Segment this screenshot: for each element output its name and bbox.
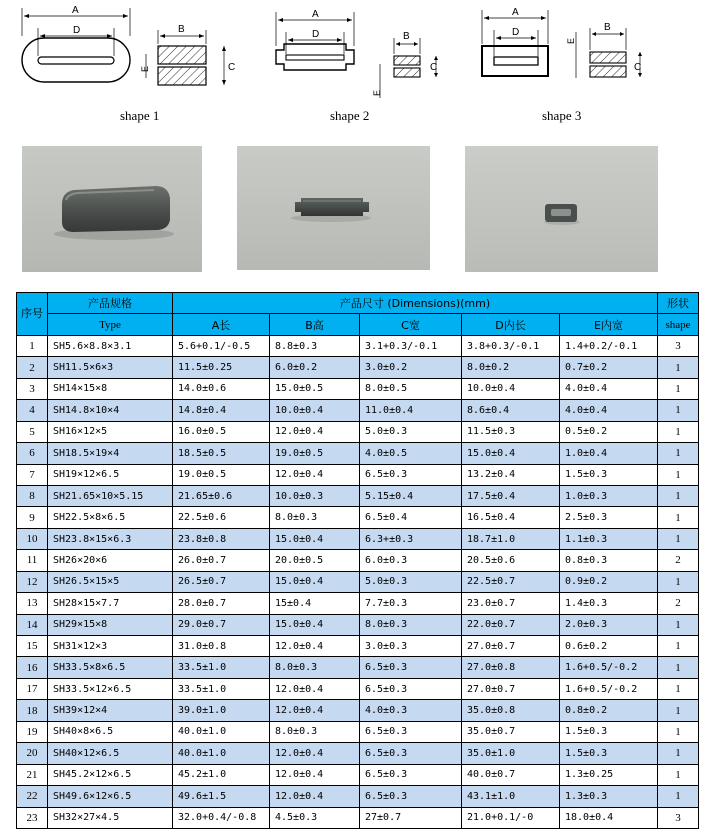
row-shape: 2 (658, 593, 699, 614)
row-dim-d: 16.5±0.4 (462, 507, 560, 528)
row-dim-b: 12.0±0.4 (270, 743, 360, 764)
row-dim-d: 27.0±0.8 (462, 657, 560, 678)
row-type: SH14.8×10×4 (48, 400, 173, 421)
row-shape: 2 (658, 550, 699, 571)
row-dim-a: 19.0±0.5 (173, 464, 270, 485)
row-shape: 1 (658, 528, 699, 549)
row-dim-a: 26.5±0.7 (173, 571, 270, 592)
row-type: SH29×15×8 (48, 614, 173, 635)
table-row (17, 378, 699, 399)
row-type: SH18.5×19×4 (48, 443, 173, 464)
row-dim-e: 4.0±0.4 (560, 378, 658, 399)
table-row (17, 743, 699, 764)
row-dim-c: 6.5±0.4 (360, 507, 462, 528)
table-row (17, 335, 699, 356)
row-number: 9 (17, 507, 48, 528)
row-type: SH23.8×15×6.3 (48, 528, 173, 549)
dim-c-label: C (634, 62, 642, 73)
row-dim-b: 6.0±0.2 (270, 357, 360, 378)
row-shape: 1 (658, 464, 699, 485)
row-dim-d: 8.0±0.2 (462, 357, 560, 378)
row-number: 21 (17, 764, 48, 785)
row-dim-c: 6.0±0.3 (360, 550, 462, 571)
dim-d-label: D (512, 27, 520, 38)
shape-3-caption: shape 3 (542, 108, 582, 123)
row-dim-d: 11.5±0.3 (462, 421, 560, 442)
row-type: SH39×12×4 (48, 700, 173, 721)
table-row (17, 657, 699, 678)
header-col-e: E内宽 (560, 314, 658, 335)
row-shape: 1 (658, 764, 699, 785)
row-dim-b: 12.0±0.4 (270, 464, 360, 485)
row-number: 12 (17, 571, 48, 592)
product-photo-shape-2 (237, 146, 430, 270)
row-dim-e: 1.0±0.4 (560, 443, 658, 464)
row-number: 13 (17, 593, 48, 614)
dim-a-label: A (312, 9, 319, 20)
row-number: 23 (17, 807, 48, 828)
row-dim-e: 1.5±0.3 (560, 464, 658, 485)
row-dim-d: 27.0±0.7 (462, 678, 560, 699)
row-dim-d: 17.5±0.4 (462, 485, 560, 506)
row-number: 5 (17, 421, 48, 442)
dim-e-label: E (566, 37, 576, 44)
row-number: 1 (17, 335, 48, 356)
row-dim-c: 11.0±0.4 (360, 400, 462, 421)
row-dim-d: 3.8+0.3/-0.1 (462, 335, 560, 356)
row-dim-e: 2.5±0.3 (560, 507, 658, 528)
row-shape: 3 (658, 807, 699, 828)
row-dim-d: 35.0±0.8 (462, 700, 560, 721)
table-row (17, 614, 699, 635)
row-shape: 1 (658, 357, 699, 378)
shape-2-drawing (266, 2, 456, 102)
row-dim-a: 31.0±0.8 (173, 636, 270, 657)
row-shape: 1 (658, 421, 699, 442)
dim-d-label: D (73, 25, 81, 36)
row-number: 4 (17, 400, 48, 421)
row-dim-d: 21.0+0.1/-0 (462, 807, 560, 828)
dim-b-label: B (178, 24, 185, 35)
row-dim-a: 29.0±0.7 (173, 614, 270, 635)
header-col-b: B高 (270, 314, 360, 335)
row-number: 11 (17, 550, 48, 571)
row-type: SH22.5×8×6.5 (48, 507, 173, 528)
row-dim-b: 19.0±0.5 (270, 443, 360, 464)
row-dim-e: 0.8±0.3 (560, 550, 658, 571)
spec-table-body (17, 335, 699, 828)
dim-a-label: A (512, 7, 519, 18)
row-shape: 1 (658, 443, 699, 464)
row-dim-a: 26.0±0.7 (173, 550, 270, 571)
row-dim-d: 35.0±1.0 (462, 743, 560, 764)
row-shape: 1 (658, 786, 699, 807)
row-dim-e: 1.0±0.3 (560, 485, 658, 506)
row-dim-d: 35.0±0.7 (462, 721, 560, 742)
row-type: SH21.65×10×5.15 (48, 485, 173, 506)
row-dim-d: 18.7±1.0 (462, 528, 560, 549)
row-dim-a: 39.0±1.0 (173, 700, 270, 721)
shape-1-caption: shape 1 (120, 108, 160, 123)
row-dim-e: 1.3±0.3 (560, 786, 658, 807)
row-dim-a: 40.0±1.0 (173, 743, 270, 764)
row-dim-e: 2.0±0.3 (560, 614, 658, 635)
row-dim-a: 33.5±1.0 (173, 657, 270, 678)
table-row (17, 700, 699, 721)
row-dim-b: 10.0±0.3 (270, 485, 360, 506)
row-dim-e: 1.6+0.5/-0.2 (560, 657, 658, 678)
row-dim-d: 8.6±0.4 (462, 400, 560, 421)
row-shape: 1 (658, 700, 699, 721)
row-shape: 1 (658, 721, 699, 742)
row-dim-c: 3.0±0.3 (360, 636, 462, 657)
header-col-d: D内长 (462, 314, 560, 335)
row-type: SH16×12×5 (48, 421, 173, 442)
row-dim-c: 6.5±0.3 (360, 743, 462, 764)
row-dim-e: 1.1±0.3 (560, 528, 658, 549)
row-dim-e: 0.9±0.2 (560, 571, 658, 592)
row-dim-e: 0.8±0.2 (560, 700, 658, 721)
header-shape-cn: 形状 (658, 293, 699, 314)
row-dim-e: 1.5±0.3 (560, 721, 658, 742)
row-dim-c: 6.5±0.3 (360, 464, 462, 485)
row-number: 7 (17, 464, 48, 485)
table-row (17, 400, 699, 421)
row-dim-b: 12.0±0.4 (270, 764, 360, 785)
spec-table (16, 292, 699, 829)
row-dim-c: 4.0±0.5 (360, 443, 462, 464)
row-type: SH45.2×12×6.5 (48, 764, 173, 785)
row-type: SH14×15×8 (48, 378, 173, 399)
header-type-cn: 产品规格 (48, 293, 173, 314)
row-dim-c: 5.15±0.4 (360, 485, 462, 506)
row-number: 2 (17, 357, 48, 378)
row-dim-e: 1.4+0.2/-0.1 (560, 335, 658, 356)
header-dimensions: 产品尺寸 (Dimensions)(mm) (173, 293, 658, 314)
row-dim-c: 7.7±0.3 (360, 593, 462, 614)
shape-3-drawing (474, 2, 664, 98)
header-col-c: C宽 (360, 314, 462, 335)
row-dim-a: 23.8±0.8 (173, 528, 270, 549)
row-dim-c: 3.1+0.3/-0.1 (360, 335, 462, 356)
row-dim-b: 12.0±0.4 (270, 636, 360, 657)
row-dim-e: 1.3±0.25 (560, 764, 658, 785)
row-shape: 1 (658, 614, 699, 635)
row-dim-a: 5.6+0.1/-0.5 (173, 335, 270, 356)
row-dim-c: 6.5±0.3 (360, 721, 462, 742)
row-type: SH40×8×6.5 (48, 721, 173, 742)
row-number: 18 (17, 700, 48, 721)
row-shape: 1 (658, 636, 699, 657)
table-row (17, 507, 699, 528)
row-shape: 3 (658, 335, 699, 356)
row-dim-c: 6.5±0.3 (360, 764, 462, 785)
row-dim-a: 18.5±0.5 (173, 443, 270, 464)
dim-e-label: E (372, 89, 382, 96)
row-dim-b: 12.0±0.4 (270, 700, 360, 721)
table-row (17, 721, 699, 742)
row-number: 3 (17, 378, 48, 399)
table-row (17, 636, 699, 657)
row-number: 20 (17, 743, 48, 764)
table-row (17, 421, 699, 442)
row-type: SH26×20×6 (48, 550, 173, 571)
row-shape: 1 (658, 743, 699, 764)
row-dim-c: 6.5±0.3 (360, 678, 462, 699)
shape-2-caption: shape 2 (330, 108, 370, 123)
row-dim-b: 12.0±0.4 (270, 786, 360, 807)
row-dim-a: 45.2±1.0 (173, 764, 270, 785)
row-shape: 1 (658, 507, 699, 528)
row-number: 22 (17, 786, 48, 807)
row-dim-b: 10.0±0.4 (270, 400, 360, 421)
row-dim-a: 49.6±1.5 (173, 786, 270, 807)
row-dim-d: 13.2±0.4 (462, 464, 560, 485)
table-row (17, 571, 699, 592)
table-row (17, 786, 699, 807)
table-row (17, 485, 699, 506)
row-dim-a: 22.5±0.6 (173, 507, 270, 528)
row-type: SH40×12×6.5 (48, 743, 173, 764)
row-dim-d: 27.0±0.7 (462, 636, 560, 657)
dim-b-label: B (604, 22, 611, 33)
row-dim-d: 23.0±0.7 (462, 593, 560, 614)
table-row (17, 528, 699, 549)
row-dim-c: 8.0±0.5 (360, 378, 462, 399)
row-dim-e: 0.6±0.2 (560, 636, 658, 657)
row-dim-b: 15±0.4 (270, 593, 360, 614)
shape-1-drawing (18, 2, 248, 98)
row-dim-a: 11.5±0.25 (173, 357, 270, 378)
row-type: SH5.6×8.8×3.1 (48, 335, 173, 356)
table-row (17, 678, 699, 699)
table-row (17, 807, 699, 828)
row-dim-a: 33.5±1.0 (173, 678, 270, 699)
table-row (17, 550, 699, 571)
table-row (17, 357, 699, 378)
row-shape: 1 (658, 678, 699, 699)
row-dim-b: 20.0±0.5 (270, 550, 360, 571)
row-dim-b: 8.0±0.3 (270, 657, 360, 678)
row-dim-d: 20.5±0.6 (462, 550, 560, 571)
row-dim-c: 4.0±0.3 (360, 700, 462, 721)
row-dim-c: 6.5±0.3 (360, 657, 462, 678)
row-dim-c: 3.0±0.2 (360, 357, 462, 378)
row-number: 10 (17, 528, 48, 549)
row-type: SH28×15×7.7 (48, 593, 173, 614)
table-row (17, 764, 699, 785)
row-number: 16 (17, 657, 48, 678)
dim-a-label: A (72, 5, 79, 16)
row-dim-e: 4.0±0.4 (560, 400, 658, 421)
row-dim-b: 4.5±0.3 (270, 807, 360, 828)
row-dim-b: 15.0±0.4 (270, 571, 360, 592)
row-dim-c: 5.0±0.3 (360, 421, 462, 442)
header-col-a: A长 (173, 314, 270, 335)
row-dim-d: 10.0±0.4 (462, 378, 560, 399)
row-dim-c: 5.0±0.3 (360, 571, 462, 592)
table-row (17, 464, 699, 485)
row-type: SH49.6×12×6.5 (48, 786, 173, 807)
table-row (17, 593, 699, 614)
row-dim-e: 0.5±0.2 (560, 421, 658, 442)
row-dim-b: 8.0±0.3 (270, 507, 360, 528)
row-number: 15 (17, 636, 48, 657)
row-dim-d: 15.0±0.4 (462, 443, 560, 464)
row-type: SH32×27×4.5 (48, 807, 173, 828)
row-number: 19 (17, 721, 48, 742)
row-dim-b: 8.8±0.3 (270, 335, 360, 356)
row-type: SH11.5×6×3 (48, 357, 173, 378)
row-shape: 1 (658, 571, 699, 592)
row-number: 8 (17, 485, 48, 506)
row-shape: 1 (658, 378, 699, 399)
row-dim-a: 14.0±0.6 (173, 378, 270, 399)
row-dim-e: 1.5±0.3 (560, 743, 658, 764)
row-dim-b: 12.0±0.4 (270, 421, 360, 442)
row-type: SH33.5×8×6.5 (48, 657, 173, 678)
row-dim-d: 40.0±0.7 (462, 764, 560, 785)
header-type-en: Type (48, 314, 173, 335)
row-number: 14 (17, 614, 48, 635)
header-shape-en: shape (658, 314, 699, 335)
row-number: 6 (17, 443, 48, 464)
row-dim-e: 1.6+0.5/-0.2 (560, 678, 658, 699)
dim-e-label: E (140, 65, 150, 72)
row-dim-c: 6.5±0.3 (360, 786, 462, 807)
row-type: SH31×12×3 (48, 636, 173, 657)
row-dim-c: 8.0±0.3 (360, 614, 462, 635)
row-dim-a: 32.0+0.4/-0.8 (173, 807, 270, 828)
row-number: 17 (17, 678, 48, 699)
row-dim-b: 15.0±0.4 (270, 528, 360, 549)
row-dim-d: 22.5±0.7 (462, 571, 560, 592)
row-dim-b: 12.0±0.4 (270, 678, 360, 699)
product-photo-shape-1 (22, 146, 202, 272)
dim-c-label: C (430, 62, 438, 73)
dim-c-label: C (228, 62, 236, 73)
row-dim-e: 18.0±0.4 (560, 807, 658, 828)
row-shape: 1 (658, 400, 699, 421)
row-dim-a: 40.0±1.0 (173, 721, 270, 742)
row-type: SH19×12×6.5 (48, 464, 173, 485)
row-dim-a: 21.65±0.6 (173, 485, 270, 506)
header-seq: 序号 (17, 293, 48, 336)
row-type: SH33.5×12×6.5 (48, 678, 173, 699)
row-shape: 1 (658, 657, 699, 678)
row-type: SH26.5×15×5 (48, 571, 173, 592)
row-dim-d: 43.1±1.0 (462, 786, 560, 807)
product-photo-shape-3 (465, 146, 658, 272)
row-dim-b: 8.0±0.3 (270, 721, 360, 742)
row-dim-b: 15.0±0.4 (270, 614, 360, 635)
row-dim-c: 6.3+±0.3 (360, 528, 462, 549)
row-dim-e: 1.4±0.3 (560, 593, 658, 614)
row-dim-d: 22.0±0.7 (462, 614, 560, 635)
row-dim-b: 15.0±0.5 (270, 378, 360, 399)
dim-b-label: B (403, 31, 410, 42)
table-row (17, 443, 699, 464)
row-dim-c: 27±0.7 (360, 807, 462, 828)
row-dim-a: 14.8±0.4 (173, 400, 270, 421)
dim-d-label: D (312, 29, 320, 40)
row-dim-a: 28.0±0.7 (173, 593, 270, 614)
row-shape: 1 (658, 485, 699, 506)
row-dim-e: 0.7±0.2 (560, 357, 658, 378)
row-dim-a: 16.0±0.5 (173, 421, 270, 442)
